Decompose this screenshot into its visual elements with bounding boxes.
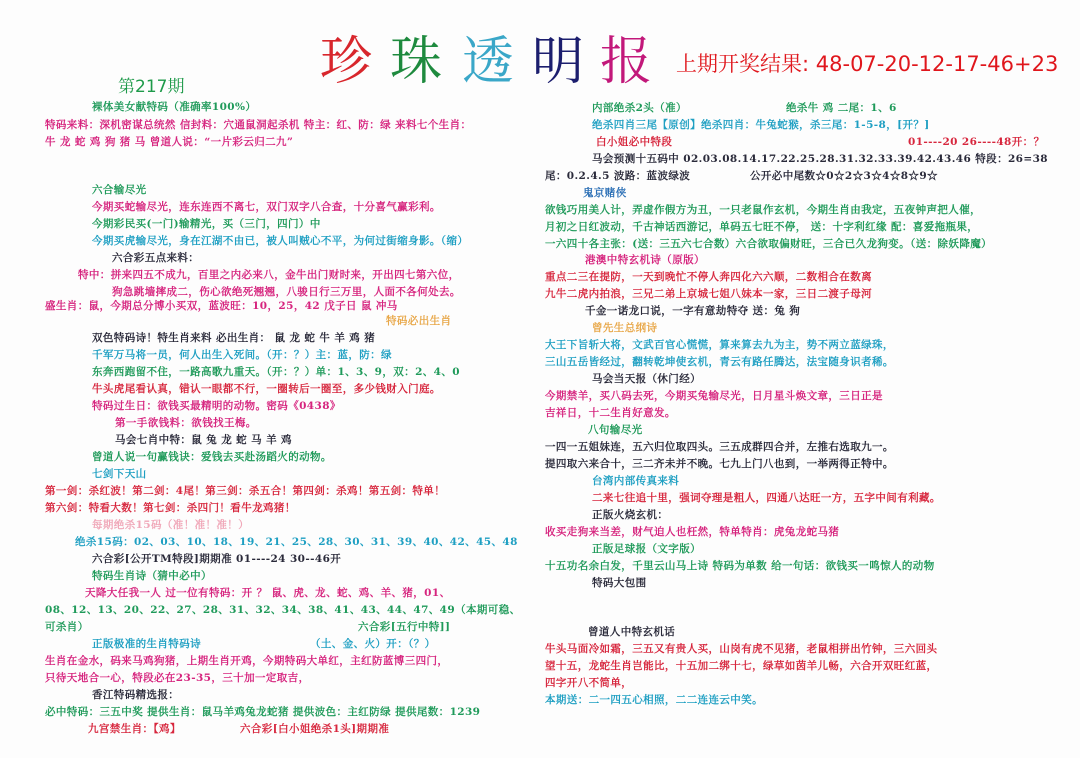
right-line-31: 牛头马面冷如霜，三五又有贵人买，山岗有虎不见猪，老鼠相拼出竹钟，三六回头 [545, 643, 938, 655]
left-line-21: 七剑下天山 [92, 468, 147, 480]
title-char-2: 珠 [390, 32, 443, 92]
right-line-8: 月初之日红波动，千古神话西游记，单码五七旺不停， 送：十字利红缘 配：喜爱拖瓶果， [545, 221, 979, 233]
left-line-13: 双色特码诗！特生肖来料 必出生肖： 鼠 龙 蛇 牛 羊 鸡 猪 [92, 332, 376, 344]
right-line-33: 四字开八不简单， [545, 677, 633, 689]
left-line-26: 六合彩[公开TM特段]期期准 01----24 30--46开 [92, 553, 342, 565]
left-line-36b: 六合彩[白小姐绝杀1头]期期准 [240, 723, 390, 735]
left-line-36: 九宫禁生肖：【鸡】 [88, 723, 181, 735]
right-line-14: 曾先生总纲诗 [592, 322, 658, 334]
right-line-13: 千金一诺龙口说，一字有意劫特夺 送：兔 狗 [585, 305, 801, 317]
left-line-31: 正版极准的生肖特码诗 [92, 638, 201, 650]
right-line-1b: 绝杀牛 鸡 二尾：1、6 [786, 102, 897, 114]
left-line-6: 今期彩民买(一门)输精光，买（三门，四门）中 [92, 218, 321, 230]
left-line-18: 第一手欲钱料：欲钱找王梅。 [115, 417, 257, 429]
title-char-3: 透 [462, 32, 515, 92]
right-line-1: 内部绝杀2头（准） [592, 102, 687, 114]
left-line-2: 特码来料：深机密谋总统然 信封料：穴通鼠洞起杀机 特主：红、防：绿 来料七个生肖： [45, 119, 472, 131]
right-line-3b: 01----20 26----48开：？ [908, 136, 1045, 148]
right-line-28: 十五功名余白发，千里云山马上诗 特码为单数 给一句话：欲钱买一鸣惊人的动物 [545, 560, 935, 572]
left-line-28: 天降大任我一人 过一位有特码：开 ？ 鼠、虎、龙、蛇、鸡、羊、猪，01、 [85, 587, 451, 599]
left-line-25: 绝杀15码：02、03、10、18、19、21、25、28、30、31、39、40、42、45、48 [75, 536, 518, 548]
left-line-7: 今期买虎输尽光，身在江湖不由已，被人叫贼心不平，为何过街缩身影。（缩） [92, 235, 469, 247]
last-result-label: 上期开奖结果: [676, 52, 810, 76]
issue-number: 第217期 [118, 77, 185, 97]
right-line-16: 三山五岳皆经过，翻转乾坤使玄机，青云有路任腾达，法宝随身识者稀。 [545, 356, 894, 368]
left-line-4: 六合输尽光 [92, 184, 147, 196]
right-line-32: 望十五，龙蛇生肖岂能比，十五加二绑十七，绿草如茵羊儿畅，六合开双旺红蓝， [545, 660, 938, 672]
left-line-10: 狗急跳墙摔成二，伤心欲绝死翘翘，八骏日行三万里，人面不各何处去。 [112, 286, 461, 298]
right-line-18: 今期禁羊，买八码去死，今期买兔输尽光，日月星斗焕文章，三日正是 [545, 390, 883, 402]
right-line-5: 尾：0.2.4.5 波路：蓝波绿波 [545, 170, 691, 182]
right-line-15: 大王下旨斩大将，文武百官心慌慌，算来算去九为主，势不两立蓝绿珠， [545, 339, 894, 351]
title-char-5: 报 [600, 32, 653, 92]
left-line-8: 六合彩五点来料： [112, 252, 200, 264]
left-line-34: 香江特码精选报： [92, 689, 180, 701]
left-line-31b: （土、金、火）开：（？） [310, 638, 436, 650]
right-line-2: 绝杀四肖三尾【原创】绝杀四肖：牛兔蛇猴，杀三尾：1-5-8，[开？] [592, 119, 930, 131]
left-line-19: 马会七肖中特：鼠 兔 龙 蛇 马 羊 鸡 [115, 434, 292, 446]
left-line-20: 曾道人说一句赢钱诀：爱钱去买赴汤蹈火的动物。 [92, 451, 332, 463]
title-char-4: 明 [532, 32, 585, 92]
left-line-33: 只待天地合一心，特段必在23-35，三十加一定取吉， [45, 672, 310, 684]
left-line-14: 千军万马将一员，何人出生入死间。（开：？）主：蓝，防：绿 [92, 349, 392, 361]
left-line-30: 可杀肖） [45, 621, 89, 633]
left-line-23: 第六剑：特看大数！第七剑：杀四门！看牛龙鸡猪！ [45, 502, 296, 514]
right-line-24: 二来七往追十里，强词夺理是粗人，四通八达旺一方，五字中间有利藏。 [592, 492, 941, 504]
left-line-5: 今期买蛇输尽光，连东连西不离七，双门双字八合查，十分喜气赢彩利。 [92, 201, 441, 213]
right-line-17: 马会当天报（休门经） [592, 373, 701, 385]
right-line-25: 正版火烧玄机： [592, 509, 669, 521]
left-line-32: 生肖在金水，码来马鸡狗猪，上期生肖开鸡，今期特码大单红，主红防蓝博三四门， [45, 655, 449, 667]
right-line-34: 本期送：二一四五心相照，二二连连云中笑。 [545, 694, 763, 706]
left-line-16: 牛头虎尾看认真，错认一眼都不行，一圈转后一圈至，多少钱财入门庭。 [92, 383, 441, 395]
left-line-35: 必中特码：三五中奖 提供生肖：鼠马羊鸡兔龙蛇猪 提供波色：主红防绿 提供尾数：1239 [45, 706, 481, 718]
right-line-5b: 公开必中尾数☆0☆2☆3☆4☆8☆9☆ [750, 170, 938, 182]
left-line-30b: 六合彩[五行中特]] [358, 621, 451, 633]
left-line-12: 特码必出生肖 [386, 315, 452, 327]
right-line-23: 台湾内部传真来料 [592, 475, 680, 487]
right-line-12: 九牛二虎内拍浪，三兄二弟上京城七姐八妹本一家，三日二渡子母河 [545, 288, 872, 300]
left-line-15: 东奔西跑留不住，一路高歌九重天。（开：？）单：1、3、9，双：2、4、0 [92, 366, 460, 378]
title-char-1: 珍 [320, 32, 373, 92]
left-line-27: 特码生肖诗（猜中必中） [92, 570, 212, 582]
left-line-17: 特码过生日：欲钱买最精明的动物。密码《0438》 [92, 400, 341, 412]
left-line-24: 每期绝杀15码（准！准！准！） [92, 519, 250, 531]
right-line-21: 一四一五姐妹连，五六归位取四头。三五成群四合并，左推右选取九一。 [545, 441, 894, 453]
right-line-4: 马会预测十五码中 02.03.08.14.17.22.25.28.31.32.33.39.42.43.46 特段：26=38 [592, 153, 1048, 165]
right-line-19: 吉祥日，十二生肖好意发。 [545, 407, 676, 419]
right-line-10: 港澳中特玄机诗（原版） [585, 254, 705, 266]
left-line-11: 盛生肖：鼠，今期总分博小买双，蓝波旺：10，25，42 戊子日 鼠 冲马 [45, 300, 398, 312]
right-line-29: 特码大包围 [592, 577, 647, 589]
right-line-26: 收买走狗来当差，财气迫人也枉然，特单特肖：虎兔龙蛇马猪 [545, 526, 840, 538]
left-line-3: 牛 龙 蛇 鸡 狗 猪 马 曾道人说：“一片彩云归二九” [45, 136, 294, 148]
right-line-3: 白小姐必中特段 [596, 136, 673, 148]
left-line-9: 特中：拼来四五不成九，百里之内必来八，金牛出门财时来，开出四七第六位， [78, 269, 460, 281]
right-line-11: 重点二三在提防，一天到晚忙不停人奔四化六六顺，二数相合在数离 [545, 271, 872, 283]
right-line-27: 正版足球报（文字版） [592, 543, 701, 555]
right-line-22: 提四取六来合十，三二齐未并不晚。七九上门八也到，一举两得正特中。 [545, 458, 894, 470]
last-result-value: 48-07-20-12-17-46+23 [815, 52, 1059, 76]
right-line-6: 鬼京赌侠 [583, 187, 627, 199]
left-line-22: 第一剑：杀红波！第二剑：4尾！第三剑：杀五合！第四剑：杀鸡！第五剑：特单！ [45, 485, 446, 497]
right-line-30: 曾道人中特玄机话 [588, 626, 676, 638]
right-line-20: 八句输尽光 [588, 424, 643, 436]
right-line-9: 一六四十各主张：(送：三五六七合数）六合欲取偏财旺，三合已久龙狗变。（送：除妖降魔） [545, 238, 993, 250]
right-line-7: 欲钱巧用美人计，弄虚作假方为丑，一只老鼠作玄机，今期生肖由我定，五夜钟声把人催， [545, 204, 981, 216]
left-line-29: 08、12、13、20、22、27、28、31、32、34、38、41、43、44、47、49（本期可稳、 [45, 604, 521, 616]
last-result [676, 48, 1058, 78]
left-line-1: 裸体美女献特码（准确率100%） [92, 101, 257, 113]
